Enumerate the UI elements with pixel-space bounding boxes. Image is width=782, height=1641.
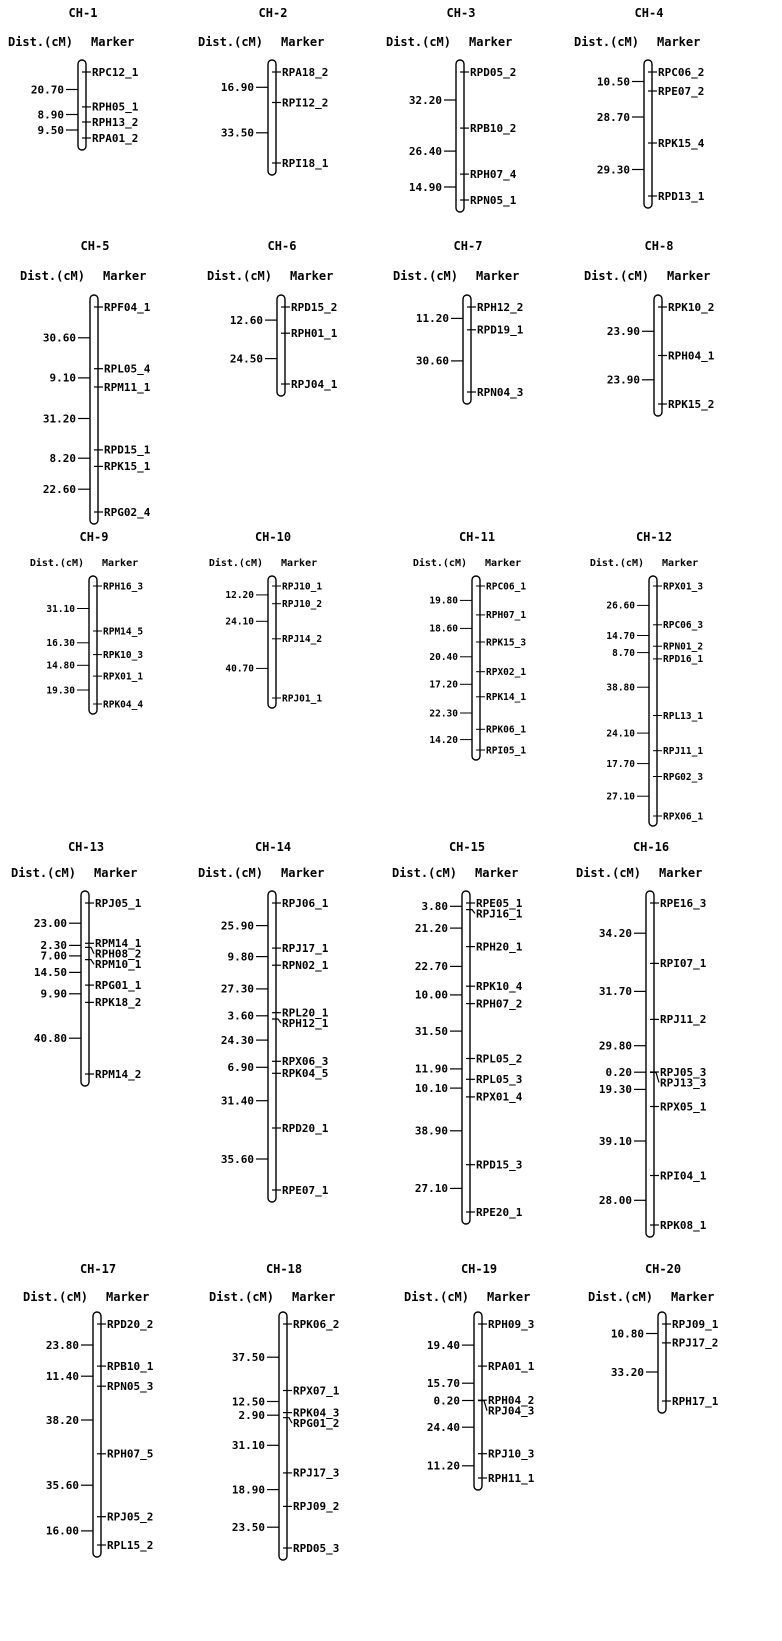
distance-label: 6.90 — [227, 1061, 254, 1075]
distance-label: 8.20 — [49, 452, 76, 465]
marker-label: RPH17_1 — [672, 1394, 719, 1408]
dist-header: Dist.(cM) — [208, 558, 263, 569]
marker-label: RPN01_2 — [663, 641, 704, 653]
distance-label: 33.20 — [610, 1365, 644, 1379]
marker-label: RPL20_1 — [282, 1006, 329, 1020]
distance-label: 10.50 — [596, 75, 630, 89]
marker-label: RPD20_2 — [107, 1317, 154, 1331]
distance-label: 20.70 — [30, 83, 64, 97]
marker-label: RPH16_3 — [103, 581, 144, 593]
chromosome-17 — [23, 1262, 154, 1557]
marker-label: RPH12_2 — [477, 300, 524, 314]
marker-label: RPN05_1 — [470, 193, 517, 207]
marker-label: RPB10_1 — [107, 1359, 154, 1373]
marker-label: RPJ16_1 — [476, 907, 523, 921]
distance-label: 3.60 — [227, 1009, 254, 1023]
marker-label: RPH07_4 — [470, 167, 517, 181]
marker-label: RPN04_3 — [477, 385, 524, 399]
distance-label: 24.30 — [220, 1033, 254, 1047]
marker-label: RPL05_3 — [476, 1073, 523, 1087]
chromosome-12 — [590, 530, 704, 826]
distance-label: 19.40 — [426, 1338, 460, 1352]
chromosome-bar — [89, 576, 97, 714]
marker-label: RPX02_1 — [486, 667, 527, 678]
chromosome-5 — [20, 239, 151, 524]
distance-label: 11.40 — [45, 1370, 79, 1383]
chromosome-title: CH-16 — [632, 840, 670, 854]
chromosome-bar — [472, 576, 480, 760]
marker-label: RPC06_1 — [486, 581, 527, 593]
chromosome-title: CH-20 — [644, 1262, 682, 1276]
marker-label: RPH04_2 — [488, 1394, 535, 1407]
marker-label: RPK15_3 — [486, 637, 527, 649]
distance-label: 31.20 — [42, 412, 76, 426]
marker-label: RPF04_1 — [104, 300, 151, 314]
chromosome-16 — [576, 840, 707, 1237]
distance-label: 29.80 — [598, 1039, 632, 1053]
distance-label: 22.30 — [429, 708, 458, 720]
marker-label: RPJ17_3 — [293, 1466, 340, 1480]
marker-label: RPE07_2 — [658, 84, 705, 98]
distance-label: 19.30 — [598, 1083, 632, 1097]
dist-header: Dist.(cM) — [403, 1290, 469, 1304]
dist-header: Dist.(cM) — [7, 35, 73, 49]
marker-label: RPA01_2 — [92, 131, 139, 145]
distance-label: 22.60 — [42, 483, 76, 496]
marker-label: RPH09_3 — [488, 1317, 535, 1331]
distance-label: 21.20 — [414, 921, 448, 935]
marker-label: RPJ01_1 — [282, 693, 323, 705]
distance-label: 23.80 — [45, 1338, 79, 1352]
distance-label: 39.10 — [598, 1134, 632, 1148]
chromosome-bar — [462, 891, 470, 1224]
marker-label: RPD16_1 — [663, 654, 704, 666]
marker-label: RPK04_4 — [103, 699, 144, 711]
dist-header: Dist.(cM) — [392, 269, 458, 283]
distance-label: 27.10 — [414, 1182, 448, 1196]
chromosome-14 — [198, 840, 329, 1202]
distance-label: 14.80 — [46, 660, 75, 672]
marker-header: Marker — [476, 269, 520, 283]
marker-label: RPM14_2 — [95, 1067, 142, 1081]
marker-label: RPD19_1 — [477, 323, 524, 337]
distance-label: 8.70 — [612, 647, 635, 659]
chromosome-20 — [588, 1262, 719, 1413]
dist-header: Dist.(cM) — [573, 35, 639, 49]
marker-header: Marker — [657, 35, 701, 49]
marker-label: RPJ17_1 — [282, 941, 329, 955]
marker-header: Marker — [281, 35, 325, 49]
marker-label: RPD05_3 — [293, 1541, 340, 1555]
chromosome-bar — [646, 891, 654, 1237]
distance-label: 9.10 — [49, 371, 76, 385]
marker-label: RPK14_1 — [486, 692, 527, 704]
marker-label: RPK10_2 — [668, 300, 715, 314]
marker-label: RPJ09_2 — [293, 1500, 340, 1514]
chromosome-10 — [209, 530, 323, 708]
distance-label: 40.70 — [225, 663, 254, 675]
marker-header: Marker — [671, 1290, 715, 1304]
marker-label: RPJ11_1 — [663, 746, 704, 757]
distance-label: 24.10 — [606, 728, 635, 740]
marker-label: RPI18_1 — [282, 156, 329, 170]
chromosome-title: CH-3 — [446, 6, 476, 20]
marker-label: RPG01_2 — [293, 1416, 340, 1430]
distance-label: 2.90 — [238, 1409, 265, 1422]
distance-label: 29.30 — [596, 163, 630, 177]
marker-label: RPM14_1 — [95, 937, 142, 951]
marker-label: RPC06_2 — [658, 65, 705, 79]
distance-label: 38.20 — [45, 1413, 79, 1427]
chromosome-13 — [11, 840, 142, 1086]
marker-header: Marker — [475, 866, 519, 880]
marker-label: RPD15_1 — [104, 443, 151, 457]
distance-label: 32.20 — [408, 93, 442, 107]
distance-label: 16.30 — [46, 638, 75, 650]
marker-label: RPX01_1 — [103, 671, 144, 683]
dist-header: Dist.(cM) — [29, 558, 84, 569]
marker-label: RPG02_4 — [104, 505, 151, 519]
marker-label: RPK15_4 — [658, 136, 705, 150]
marker-header: Marker — [487, 1290, 531, 1304]
marker-label: RPJ11_2 — [660, 1013, 707, 1027]
chromosome-4 — [574, 6, 705, 208]
distance-label: 16.00 — [45, 1524, 79, 1538]
marker-label: RPK04_5 — [282, 1067, 329, 1081]
marker-label: RPA01_1 — [488, 1359, 535, 1373]
distance-label: 28.70 — [596, 110, 630, 124]
dist-header: Dist.(cM) — [197, 35, 263, 49]
marker-label: RPK10_3 — [103, 649, 144, 661]
distance-label: 16.90 — [220, 81, 254, 95]
marker-label: RPJ06_1 — [282, 896, 329, 910]
distance-label: 0.20 — [605, 1066, 632, 1079]
marker-label: RPX06_3 — [282, 1055, 329, 1069]
distance-label: 18.90 — [231, 1483, 265, 1497]
distance-label: 24.50 — [229, 352, 263, 366]
distance-label: 23.90 — [606, 325, 640, 339]
dist-header: Dist.(cM) — [22, 1290, 88, 1304]
distance-label: 0.20 — [433, 1394, 460, 1408]
marker-label: RPH13_2 — [92, 115, 139, 129]
distance-label: 40.80 — [33, 1032, 67, 1045]
distance-label: 8.90 — [37, 108, 64, 122]
distance-label: 24.10 — [225, 616, 254, 628]
marker-label: RPM14_5 — [103, 626, 144, 638]
marker-label: RPH01_1 — [291, 327, 338, 340]
marker-label: RPD15_2 — [291, 300, 338, 314]
dist-header: Dist.(cM) — [208, 1290, 274, 1304]
chromosome-8 — [584, 239, 715, 416]
marker-header: Marker — [292, 1290, 336, 1304]
chromosome-bar — [90, 295, 98, 524]
distance-label: 35.60 — [45, 1479, 79, 1492]
marker-label: RPN02_1 — [282, 959, 329, 972]
distance-label: 14.50 — [33, 966, 67, 980]
distance-label: 2.30 — [40, 939, 67, 953]
chromosome-bar — [81, 891, 89, 1086]
dist-header: Dist.(cM) — [385, 35, 451, 49]
chromosome-title: CH-1 — [68, 6, 98, 20]
marker-label: RPH08_2 — [95, 947, 142, 961]
distance-label: 18.60 — [429, 623, 458, 635]
marker-label: RPE20_1 — [476, 1205, 523, 1219]
marker-label: RPK06_2 — [293, 1317, 340, 1331]
dist-header: Dist.(cM) — [589, 558, 644, 569]
distance-label: 25.90 — [220, 919, 254, 933]
chromosome-7 — [393, 239, 524, 404]
distance-label: 3.80 — [421, 900, 448, 914]
marker-label: RPE07_1 — [282, 1183, 329, 1197]
distance-label: 11.20 — [426, 1459, 460, 1473]
distance-label: 31.70 — [598, 985, 632, 999]
chromosome-15 — [392, 840, 523, 1224]
marker-header: Marker — [102, 558, 139, 569]
distance-label: 30.60 — [42, 331, 76, 345]
distance-label: 38.90 — [414, 1124, 448, 1138]
distance-label: 9.90 — [40, 987, 67, 1001]
marker-header: Marker — [281, 866, 325, 880]
marker-header: Marker — [667, 269, 711, 283]
distance-label: 23.00 — [33, 917, 67, 930]
marker-label: RPX07_1 — [293, 1384, 340, 1398]
marker-label: RPN05_3 — [107, 1380, 154, 1393]
marker-label: RPJ10_1 — [282, 581, 323, 593]
dist-header: Dist.(cM) — [197, 866, 263, 880]
dist-header: Dist.(cM) — [19, 269, 85, 283]
marker-label: RPJ10_3 — [488, 1447, 535, 1461]
marker-header: Marker — [103, 269, 147, 283]
marker-label: RPD13_1 — [658, 189, 705, 203]
marker-header: Marker — [659, 866, 703, 880]
distance-label: 9.80 — [227, 950, 254, 964]
marker-header: Marker — [662, 558, 699, 569]
marker-label: RPL05_4 — [104, 362, 151, 376]
marker-label: RPI04_1 — [660, 1169, 707, 1183]
distance-label: 9.50 — [37, 123, 64, 137]
chromosome-title: CH-15 — [448, 840, 486, 854]
distance-label: 17.20 — [429, 679, 458, 691]
chromosome-title: CH-13 — [67, 840, 105, 854]
marker-header: Marker — [281, 558, 318, 569]
marker-header: Marker — [106, 1290, 150, 1304]
distance-label: 37.50 — [231, 1351, 265, 1364]
marker-label: RPX06_1 — [663, 811, 704, 823]
chromosome-bar — [456, 60, 464, 212]
chromosome-title: CH-14 — [254, 840, 292, 854]
marker-header: Marker — [290, 269, 334, 283]
marker-label: RPH04_1 — [668, 349, 715, 363]
chromosome-title: CH-6 — [267, 239, 297, 253]
chromosome-title: CH-19 — [460, 1262, 498, 1276]
distance-label: 12.60 — [229, 313, 263, 327]
marker-label: RPD05_2 — [470, 65, 517, 79]
marker-label: RPI07_1 — [660, 957, 707, 971]
chromosome-title: CH-11 — [458, 530, 496, 544]
chromosome-bar — [268, 891, 276, 1202]
distance-label: 30.60 — [415, 354, 449, 368]
marker-header: Marker — [94, 866, 138, 880]
marker-label: RPH05_1 — [92, 100, 139, 114]
distance-label: 17.70 — [606, 758, 635, 770]
marker-label: RPL05_2 — [476, 1052, 523, 1066]
dist-header: Dist.(cM) — [206, 269, 272, 283]
marker-label: RPL13_1 — [663, 710, 704, 722]
marker-header: Marker — [469, 35, 513, 49]
chromosome-title: CH-9 — [79, 530, 109, 544]
distance-label: 10.10 — [414, 1081, 448, 1095]
distance-label: 27.10 — [606, 791, 635, 803]
chromosome-title: CH-2 — [258, 6, 288, 20]
marker-label: RPL15_2 — [107, 1538, 154, 1552]
marker-label: RPJ13_3 — [660, 1076, 707, 1090]
chromosome-title: CH-5 — [80, 239, 110, 253]
chromosome-bar — [644, 60, 652, 208]
marker-header: Marker — [485, 558, 522, 569]
chromosome-bar — [268, 576, 276, 708]
distance-label: 23.50 — [231, 1521, 265, 1534]
distance-label: 14.70 — [606, 630, 635, 642]
marker-label: RPK10_4 — [476, 980, 523, 993]
chromosome-6 — [207, 239, 338, 396]
chromosome-2 — [198, 6, 329, 175]
distance-label: 35.60 — [220, 1152, 254, 1166]
marker-label: RPJ05_2 — [107, 1510, 154, 1524]
chromosome-title: CH-17 — [79, 1262, 117, 1276]
marker-label: RPJ09_1 — [672, 1317, 719, 1331]
distance-label: 24.40 — [426, 1421, 460, 1434]
distance-label: 26.40 — [408, 144, 442, 158]
chromosome-bar — [658, 1312, 666, 1413]
marker-label: RPG01_1 — [95, 978, 142, 992]
marker-label: RPM10_1 — [95, 958, 142, 972]
marker-label: RPX05_1 — [660, 1100, 707, 1114]
distance-label: 33.50 — [220, 126, 254, 140]
marker-label: RPH12_1 — [282, 1017, 329, 1030]
dist-header: Dist.(cM) — [575, 866, 641, 880]
marker-label: RPJ04_3 — [488, 1404, 535, 1418]
dist-header: Dist.(cM) — [583, 269, 649, 283]
marker-label: RPE05_1 — [476, 896, 523, 910]
dist-header: Dist.(cM) — [391, 866, 457, 880]
distance-label: 34.20 — [598, 927, 632, 940]
chromosome-9 — [30, 530, 144, 714]
chromosome-bar — [93, 1312, 101, 1557]
distance-label: 31.10 — [231, 1439, 265, 1453]
chromosome-1 — [8, 6, 139, 150]
chromosome-bar — [78, 60, 86, 150]
marker-label: RPK04_3 — [293, 1406, 340, 1420]
chromosome-title: CH-4 — [634, 6, 664, 20]
chromosome-bar — [277, 295, 285, 396]
marker-label: RPC12_1 — [92, 65, 139, 79]
chromosome-11 — [413, 530, 527, 760]
distance-label: 23.90 — [606, 373, 640, 387]
marker-label: RPH20_1 — [476, 940, 523, 954]
distance-label: 10.00 — [414, 988, 448, 1002]
marker-label: RPX01_4 — [476, 1090, 523, 1104]
dist-header: Dist.(cM) — [587, 1290, 653, 1304]
distance-label: 12.20 — [225, 590, 254, 602]
marker-label: RPM11_1 — [104, 380, 151, 394]
marker-label: RPH11_1 — [488, 1471, 535, 1485]
distance-label: 11.20 — [415, 312, 449, 326]
distance-label: 38.80 — [606, 682, 635, 694]
dist-header: Dist.(cM) — [412, 558, 467, 569]
marker-header: Marker — [91, 35, 135, 49]
chromosome-title: CH-10 — [254, 530, 292, 544]
marker-label: RPJ05_3 — [660, 1065, 707, 1079]
distance-label: 12.50 — [231, 1395, 265, 1409]
chromosome-title: CH-18 — [265, 1262, 303, 1276]
marker-label: RPX01_3 — [663, 581, 704, 593]
marker-label: RPE16_3 — [660, 896, 707, 910]
distance-label: 7.00 — [40, 949, 67, 963]
distance-label: 31.50 — [414, 1024, 448, 1038]
chromosome-title: CH-8 — [644, 239, 674, 253]
chromosome-18 — [209, 1262, 340, 1560]
distance-label: 22.70 — [414, 960, 448, 974]
chromosome-title: CH-7 — [453, 239, 483, 253]
distance-label: 11.90 — [414, 1062, 448, 1076]
marker-label: RPK15_1 — [104, 460, 151, 474]
chromosome-bar — [649, 576, 657, 826]
marker-label: RPK18_2 — [95, 996, 142, 1010]
distance-label: 14.90 — [408, 180, 442, 194]
marker-label: RPJ05_1 — [95, 896, 142, 910]
marker-label: RPH07_1 — [486, 610, 527, 622]
distance-label: 27.30 — [220, 982, 254, 996]
distance-label: 19.30 — [46, 685, 75, 697]
marker-label: RPB10_2 — [470, 121, 517, 135]
distance-label: 31.40 — [220, 1094, 254, 1108]
marker-label: RPI12_2 — [282, 96, 329, 110]
distance-label: 31.10 — [46, 603, 75, 615]
marker-label: RPJ14_2 — [282, 634, 323, 646]
marker-label: RPA18_2 — [282, 65, 329, 79]
distance-label: 19.80 — [429, 595, 458, 607]
marker-label: RPK15_2 — [668, 397, 715, 411]
chromosome-3 — [386, 6, 517, 212]
marker-label: RPK06_1 — [486, 724, 527, 736]
distance-label: 15.70 — [426, 1377, 460, 1390]
chromosome-bar — [463, 295, 471, 404]
marker-label: RPG02_3 — [663, 771, 704, 783]
distance-label: 26.60 — [606, 600, 635, 612]
chromosome-title: CH-12 — [635, 530, 673, 544]
marker-label: RPJ10_2 — [282, 599, 323, 610]
marker-label: RPC06_3 — [663, 620, 704, 632]
marker-label: RPJ17_2 — [672, 1336, 719, 1350]
distance-label: 14.20 — [429, 734, 458, 746]
marker-label: RPK08_1 — [660, 1218, 707, 1232]
distance-label: 28.00 — [598, 1194, 632, 1208]
chromosome-19 — [404, 1262, 535, 1490]
marker-label: RPD20_1 — [282, 1121, 329, 1135]
distance-label: 20.40 — [429, 652, 458, 664]
marker-label: RPD15_3 — [476, 1158, 523, 1172]
marker-label: RPI05_1 — [486, 745, 527, 757]
dist-header: Dist.(cM) — [10, 866, 76, 880]
marker-label: RPH07_2 — [476, 997, 523, 1011]
marker-label: RPJ04_1 — [291, 377, 338, 391]
distance-label: 10.80 — [610, 1327, 644, 1341]
marker-label: RPH07_5 — [107, 1447, 154, 1461]
chromosome-bar — [268, 60, 276, 175]
chromosome-bar — [279, 1312, 287, 1560]
